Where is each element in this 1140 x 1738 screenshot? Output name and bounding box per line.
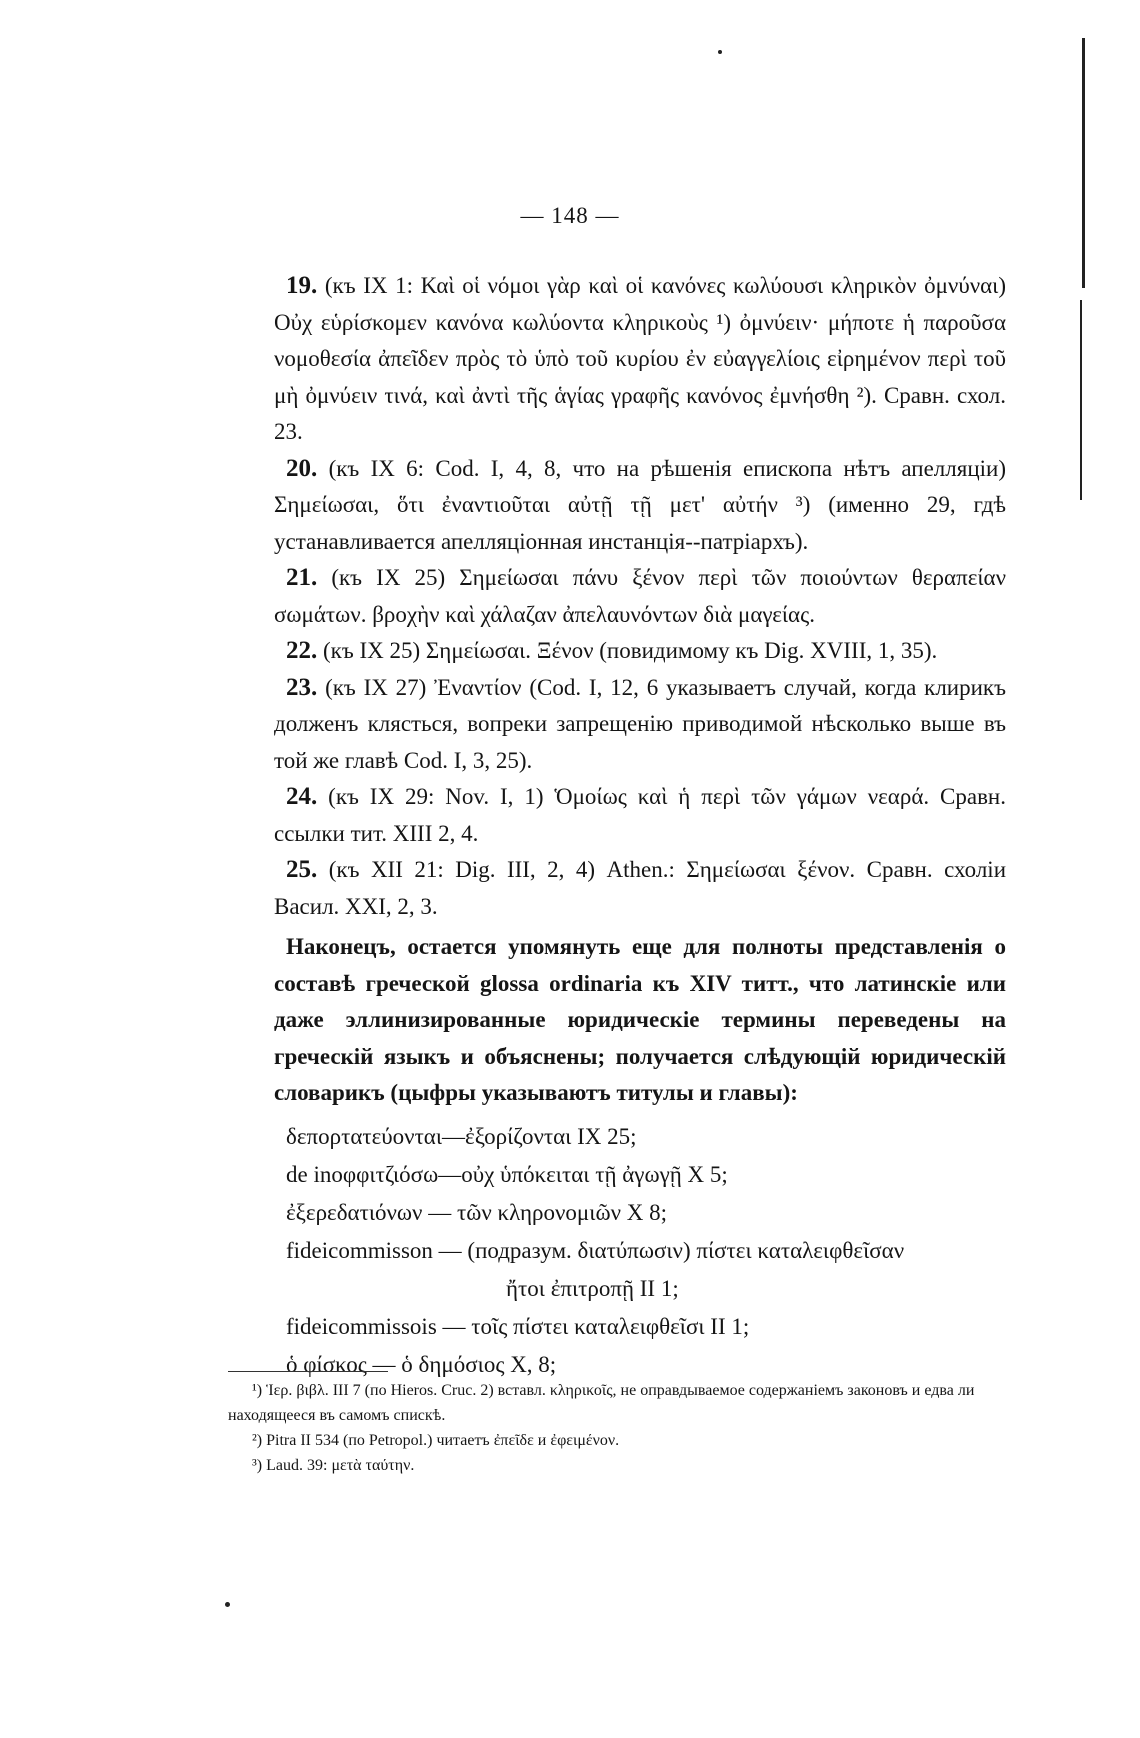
scan-dot <box>225 1602 230 1607</box>
glossary-item: δεπορτατεύονται—ἐξορίζονται IX 25; <box>286 1123 637 1149</box>
glossary-item-continuation: ἤτοι ἐπιτροπῇ II 1; <box>506 1275 679 1301</box>
entry-25: 25. (къ XII 21: Dig. III, 2, 4) Athen.: Σημείωσαι ξένον. Сравн. схоліи Васил. XXI, 2, 3. <box>274 856 1006 919</box>
glossary-list <box>286 1118 1006 1384</box>
entry-text: (къ XII 21: Dig. III, 2, 4) Athen.: Σημείωσαι ξένον. Сравн. схоліи Васил. XXI, 2, 3. <box>274 857 1006 919</box>
entry-text: (къ IX 1: Καὶ οἱ νόμοι γὰρ καὶ οἱ κανόνες κωλύουσι κληρικὸν ὀμνύναι) Οὐχ εὑρίσκομεν κανόνα κωλύοντα κληρικοὺς ¹) ὀμνύειν· μήποτε ἡ παροῦσα νομοθεσία ἀπεῖδεν πρὸς τὸ ὑπὸ τοῦ κυρίου ἐν εὐαγγελίοις εἰρημένον περὶ τοῦ μὴ ὀμνύειν τινά, καὶ ἀντὶ τῆς ἁγίας γραφῆς κανόνος ἐμνήσθη ²). Сравн. схол. 23. <box>274 273 1007 444</box>
entry-text: (къ IX 25) Σημείωσαι. Ξένον (повидимому къ Dig. XVIII, 1, 35). <box>323 638 938 663</box>
footnote-separator <box>228 1371 388 1372</box>
glossary-item: fideicommissois — τοῖς πίστει καταλειφθεῖσι II 1; <box>286 1313 750 1339</box>
entry-23: 23. (къ IX 27) Ἐναντίον (Cod. I, 12, 6 указываетъ случай, когда клирикъ долженъ клясться, вопреки запрещенію приводимой нѣсколько выше въ той же главѣ Cod. I, 3, 25). <box>274 673 1006 773</box>
footnote-2: ²) Pitra II 534 (по Petropol.) читаетъ ἐπεῖδε и ἐφειμένον. <box>252 1432 620 1449</box>
scan-dot <box>718 50 722 54</box>
footnotes <box>228 1378 1008 1478</box>
entry-20: 20. (къ IX 6: Cod. I, 4, 8, что на рѣшенія епископа нѣтъ апелляціи) Σημείωσαι, ὅτι ἐναντιοῦται αὐτῇ τῇ μετ' αὐτήν ³) (именно 29, гдѣ устанавливается апелляціонная инстанція--патріархъ). <box>274 454 1007 554</box>
entry-text: (къ IX 25) Σημείωσαι πάνυ ξένον περὶ τῶν ποιούντων θεραπείαν σωμάτων. βροχὴν καὶ χάλαζαν ἀπελαυνόντων διὰ μαγείας. <box>274 565 1006 627</box>
entry-22: 22. (къ IX 25) Σημείωσαι. Ξένον (повидимому къ Dig. XVIII, 1, 35). <box>286 637 938 664</box>
glossary-item: de inοφφιτζιόσω—οὐχ ὑπόκειται τῇ ἀγωγῇ X 5; <box>286 1161 728 1187</box>
entry-19: 19. (къ IX 1: Καὶ οἱ νόμοι γὰρ καὶ οἱ κανόνες κωλύουσι κληρικὸν ὀμνύναι) Οὐχ εὑρίσκομεν κανόνα κωλύοντα κληρικοὺς ¹) ὀμνύειν· μήποτε ἡ παροῦσα νομοθεσία ἀπεῖδεν πρὸς τὸ ὑπὸ τοῦ κυρίου ἐν εὐαγγελίοις εἰρημένον περὶ τοῦ μὴ ὀμνύειν τινά, καὶ ἀντὶ τῆς ἁγίας γραφῆς κανόνος ἐμνήσθη ²). Сравн. схол. 23. <box>274 272 1007 444</box>
entry-text: (къ IX 27) Ἐναντίον (Cod. I, 12, 6 указываетъ случай, когда клирикъ долженъ клясться, вопреки запрещенію приводимой нѣсколько выше въ той же главѣ Cod. I, 3, 25). <box>274 674 1006 773</box>
glossary-item: ὁ φίσκος — ὁ δημόσιος X, 8; <box>286 1351 557 1377</box>
entry-24: 24. (къ IX 29: Nov. I, 1) Ὁμοίως καὶ ἡ περὶ τῶν γάμων νεαρά. Сравн. ссылки тит. XIII 2, 4. <box>274 783 1006 846</box>
footnote-1: ¹) Ἱερ. βιβλ. III 7 (по Hieros. Cruc. 2) вставл. κληρικοῖς, не оправдываемое содержаніемъ законовъ и едва ли находящееся въ самомъ спискѣ. <box>228 1382 975 1424</box>
glossary-item: fideicommisson — (подразум. διατύπωσιν) πίστει καταλειφθεῖσαν <box>286 1237 905 1263</box>
glossary-intro: Наконецъ, остается упомянуть еще для полноты представленія о составѣ греческой glossa ordinaria къ XIV титт., что латинскіе или даже эллинизированные юридическіе термины переведены на греческій языкъ и объяснены; получается слѣдующій юридическій словарикъ (цыфры указываютъ титулы и главы): <box>274 934 1006 1105</box>
main-text <box>274 268 1006 1384</box>
page-number: — 148 — <box>520 203 620 228</box>
entry-text: (къ IX 29: Nov. I, 1) Ὁμοίως καὶ ἡ περὶ τῶν γάμων νεαρά. Сравн. ссылки тит. XIII 2, 4. <box>274 784 1006 846</box>
scan-edge-line <box>1082 38 1085 288</box>
footnote-3: ³) Laud. 39: μετὰ ταύτην. <box>252 1457 415 1474</box>
glossary-item: ἐξερεδατιόνων — τῶν κληρονομιῶν X 8; <box>286 1199 667 1225</box>
scan-edge-line <box>1080 300 1082 500</box>
entry-21: 21. (къ IX 25) Σημείωσαι πάνυ ξένον περὶ τῶν ποιούντων θεραπείαν σωμάτων. βροχὴν καὶ χάλαζαν ἀπελαυνόντων διὰ μαγείας. <box>274 564 1006 627</box>
entry-text: (къ IX 6: Cod. I, 4, 8, что на рѣшенія епископа нѣтъ апелляціи) Σημείωσαι, ὅτι ἐναντιοῦται αὐτῇ τῇ μετ' αὐτήν ³) (именно 29, гдѣ устанавливается апелляціонная инстанція--патріархъ). <box>274 455 1007 554</box>
